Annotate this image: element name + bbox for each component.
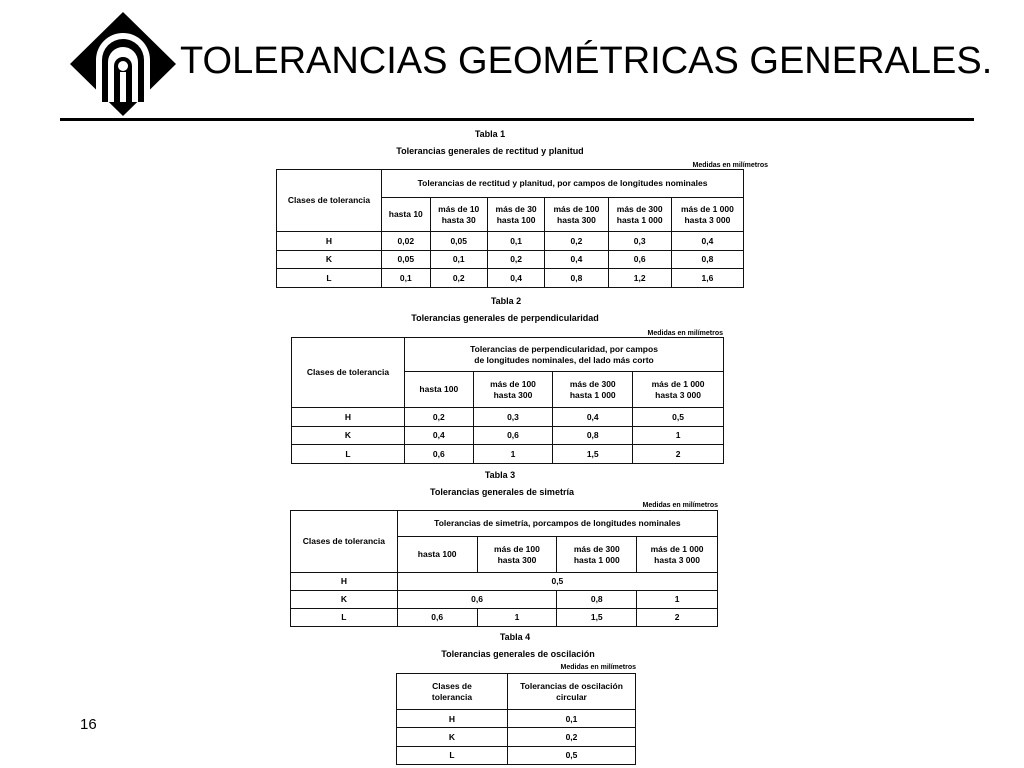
table3-value-cell: 1 — [477, 609, 557, 627]
table3 — [290, 510, 718, 627]
table4-subtitle: Tolerancias generales de oscilación — [441, 649, 595, 659]
table3-col-header — [477, 537, 557, 573]
table2 — [291, 337, 724, 464]
table3-row-header: Clases de tolerancia — [291, 511, 398, 573]
table1-caption: Tabla 1 — [474, 129, 506, 139]
table1-col-header — [545, 198, 608, 232]
table2-value-cell: 0,2 — [405, 408, 474, 427]
table1-col-header: hasta 10 — [382, 198, 431, 232]
table4-value-cell: 0,1 — [508, 710, 636, 728]
table2-value-cell: 1 — [633, 426, 724, 445]
table1-value-cell: 1,2 — [608, 269, 671, 288]
table3-class-cell: L — [291, 609, 398, 627]
table2-col-header — [633, 372, 724, 408]
table1-col-header — [608, 198, 671, 232]
table1-class-cell: K — [277, 250, 382, 269]
table2-value-cell: 2 — [633, 445, 724, 464]
table4-value-cell: 0,5 — [508, 746, 636, 764]
table1-units: Medidas en milímetros — [692, 162, 768, 169]
table2-value-cell: 0,4 — [553, 408, 633, 427]
page-title: TOLERANCIAS GEOMÉTRICAS GENERALES. — [180, 40, 993, 82]
table4-class-cell: L — [397, 746, 508, 764]
table3-subtitle: Tolerancias generales de simetría — [430, 487, 574, 497]
table4-class-cell: K — [397, 728, 508, 746]
table4-row-header-text: Clases de tolerancia — [431, 681, 473, 702]
table2-value-cell: 0,6 — [473, 426, 553, 445]
table2-group-header — [405, 338, 724, 372]
table3-value-cell: 1 — [637, 591, 718, 609]
table3-value-cell: 1,5 — [557, 609, 637, 627]
table1-value-cell: 0,8 — [671, 250, 743, 269]
table1-value-cell: 0,1 — [487, 232, 544, 251]
table1-value-cell: 0,6 — [608, 250, 671, 269]
table1-value-cell: 0,2 — [430, 269, 487, 288]
table3-class-cell: H — [291, 573, 398, 591]
table2-group-header-text: Tolerancias de perpendicularidad, por campos de longitudes nominales, del lado más corto — [470, 344, 658, 365]
table1-col-header-text: más de 10 hasta 30 — [438, 204, 480, 225]
table1-value-cell: 0,2 — [545, 232, 608, 251]
table3-col-header: hasta 100 — [397, 537, 477, 573]
table1-value-cell: 0,4 — [671, 232, 743, 251]
table3-class-cell: K — [291, 591, 398, 609]
table2-class-cell: K — [292, 426, 405, 445]
table2-value-cell: 0,4 — [405, 426, 474, 445]
table1-value-cell: 0,4 — [487, 269, 544, 288]
table3-value-cell: 0,8 — [557, 591, 637, 609]
table1-class-cell: L — [277, 269, 382, 288]
table3-value-cell: 2 — [637, 609, 718, 627]
table2-col-header-text: más de 300 hasta 1 000 — [569, 379, 616, 400]
table3-caption: Tabla 3 — [484, 470, 516, 480]
table1-value-cell: 0,8 — [545, 269, 608, 288]
table1-col-header — [430, 198, 487, 232]
table4 — [396, 673, 636, 765]
table1-value-cell: 0,3 — [608, 232, 671, 251]
table1-group-header: Tolerancias de rectitud y planitud, por campos de longitudes nominales — [382, 170, 744, 198]
table2-col-header: hasta 100 — [405, 372, 474, 408]
table1-value-cell: 0,02 — [382, 232, 431, 251]
table1-value-cell: 0,1 — [430, 250, 487, 269]
table1-value-cell: 1,6 — [671, 269, 743, 288]
table2-value-cell: 1 — [473, 445, 553, 464]
table4-value-cell: 0,2 — [508, 728, 636, 746]
table2-row-header: Clases de tolerancia — [292, 338, 405, 408]
table3-value-cell: 0,6 — [397, 591, 557, 609]
table1-value-cell: 0,05 — [430, 232, 487, 251]
page-number: 16 — [80, 716, 97, 733]
table3-group-header: Tolerancias de simetría, porcampos de longitudes nominales — [397, 511, 717, 537]
table1-value-cell: 0,05 — [382, 250, 431, 269]
table2-value-cell: 0,3 — [473, 408, 553, 427]
table3-col-header-text: más de 1 000 hasta 3 000 — [650, 544, 704, 565]
title-divider — [60, 118, 974, 121]
table2-value-cell: 0,6 — [405, 445, 474, 464]
table1 — [276, 169, 744, 288]
table3-col-header-text: más de 300 hasta 1 000 — [573, 544, 620, 565]
table1-col-header-text: más de 1 000 hasta 3 000 — [680, 204, 734, 225]
table2-value-cell: 0,5 — [633, 408, 724, 427]
table2-subtitle: Tolerancias generales de perpendicularidad — [411, 313, 599, 323]
table1-value-cell: 0,1 — [382, 269, 431, 288]
table1-col-header-text: más de 300 hasta 1 000 — [616, 204, 663, 225]
table1-value-cell: 0,2 — [487, 250, 544, 269]
table2-col-header — [553, 372, 633, 408]
table1-col-header — [487, 198, 544, 232]
table1-class-cell: H — [277, 232, 382, 251]
table2-col-header — [473, 372, 553, 408]
table1-value-cell: 0,4 — [545, 250, 608, 269]
table1-subtitle: Tolerancias generales de rectitud y planitud — [396, 146, 584, 156]
table3-units: Medidas en milímetros — [642, 502, 718, 509]
table4-class-cell: H — [397, 710, 508, 728]
table4-row-header — [397, 674, 508, 710]
table2-caption: Tabla 2 — [490, 296, 522, 306]
institution-logo-icon — [68, 10, 178, 118]
table1-col-header-text: más de 100 hasta 300 — [553, 204, 600, 225]
table2-value-cell: 1,5 — [553, 445, 633, 464]
table2-class-cell: L — [292, 445, 405, 464]
table4-col-header — [508, 674, 636, 710]
table3-value-cell: 0,5 — [397, 573, 717, 591]
table3-col-header — [637, 537, 718, 573]
table3-col-header — [557, 537, 637, 573]
table2-units: Medidas en milímetros — [647, 330, 723, 337]
table1-row-header: Clases de tolerancia — [277, 170, 382, 232]
table3-col-header-text: más de 100 hasta 300 — [494, 544, 540, 565]
table3-value-cell: 0,6 — [397, 609, 477, 627]
table1-col-header-text: más de 30 hasta 100 — [495, 204, 537, 225]
table4-col-header-text: Tolerancias de oscilación circular — [520, 681, 623, 702]
table2-value-cell: 0,8 — [553, 426, 633, 445]
table4-units: Medidas en milímetros — [560, 664, 636, 671]
table2-class-cell: H — [292, 408, 405, 427]
table4-caption: Tabla 4 — [499, 632, 531, 642]
table1-col-header — [671, 198, 743, 232]
table2-col-header-text: más de 100 hasta 300 — [490, 379, 536, 400]
table2-col-header-text: más de 1 000 hasta 3 000 — [651, 379, 705, 400]
